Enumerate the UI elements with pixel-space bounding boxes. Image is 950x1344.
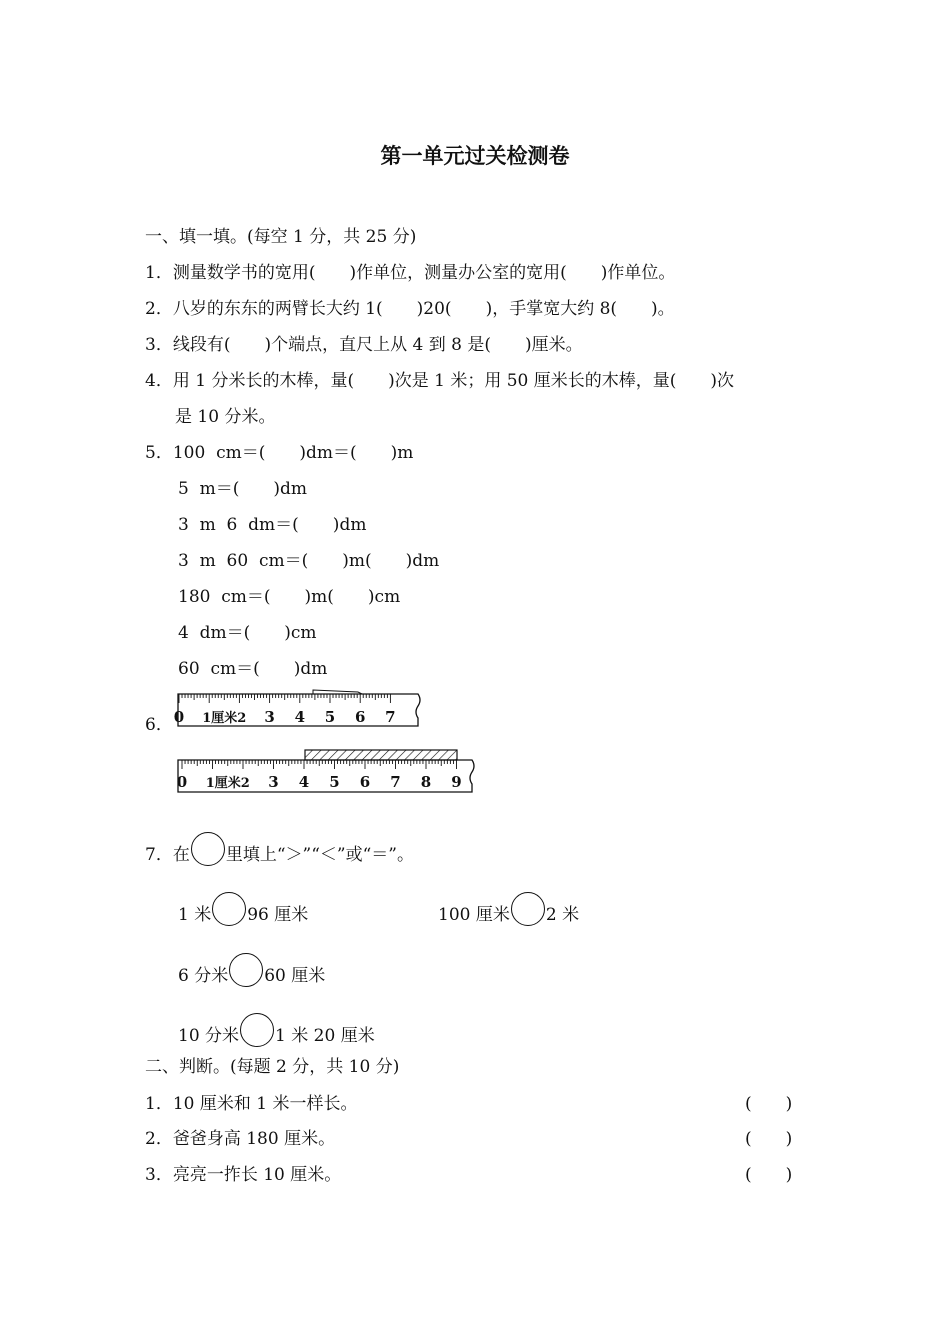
comparison-2-right: 2 米 — [545, 905, 580, 925]
question-7-line — [145, 832, 414, 866]
ruler-1-label: 1厘米2 — [202, 711, 247, 726]
question-3: 3．线段有( )个端点，直尺上从 4 到 8 是( )厘米。 — [145, 335, 583, 355]
judgement-1-blank[interactable]: ( ) — [745, 1094, 793, 1114]
comparison-4 — [178, 1013, 375, 1047]
judgement-2-text: 2．爸爸身高 180 厘米。 — [145, 1129, 336, 1149]
question-5-line4: 3 m 60 cm＝( )m( )dm — [178, 551, 440, 571]
ruler-1-label: 7 — [385, 708, 396, 726]
answer-circle-icon[interactable] — [229, 953, 263, 987]
ruler-2-ticks — [182, 760, 457, 769]
judgement-3-text: 3．亮亮一拃长 10 厘米。 — [145, 1165, 342, 1185]
ruler-1-label: 6 — [354, 708, 366, 726]
ruler-2-labels — [177, 773, 462, 791]
question-4-line1: 4．用 1 分米长的木棒，量( )次是 1 米；用 50 厘米长的木棒，量( )次 — [145, 371, 735, 391]
ruler-2-label: 4 — [298, 773, 310, 791]
question-5-line3: 3 m 6 dm＝( )dm — [178, 515, 367, 535]
comparison-4-right: 1 米 20 厘米 — [275, 1026, 375, 1046]
blank-circle-icon — [191, 832, 225, 866]
ruler-1 — [172, 686, 427, 732]
ruler-2 — [172, 746, 482, 796]
answer-circle-icon[interactable] — [212, 892, 246, 926]
comparison-4-left: 10 分米 — [178, 1026, 240, 1046]
comparison-1-right: 96 厘米 — [247, 905, 309, 925]
question-5-line6: 4 dm＝( )cm — [178, 623, 317, 643]
ruler-2-label: 5 — [329, 773, 340, 791]
question-5-line1: 5．100 cm＝( )dm＝( )m — [145, 443, 414, 463]
ruler-1-label: 4 — [294, 708, 306, 726]
comparison-2-left: 100 厘米 — [438, 905, 510, 925]
ruler-2-label: 3 — [268, 773, 279, 791]
ruler-1-ticks — [179, 694, 390, 703]
judgement-3-blank[interactable]: ( ) — [745, 1165, 793, 1185]
question-7-suffix: 里填上“＞”“＜”或“＝”。 — [225, 845, 414, 865]
ruler-1-label: 5 — [324, 708, 336, 726]
judgement-2-blank[interactable]: ( ) — [745, 1129, 793, 1149]
comparison-1-left: 1 米 — [178, 905, 212, 925]
ruler-2-label: 7 — [390, 773, 401, 791]
ruler-1-label: 3 — [264, 708, 275, 726]
ruler-2-label: 9 — [451, 773, 462, 791]
ruler-2-object — [305, 750, 457, 760]
question-4-line2: 是 10 分米。 — [175, 407, 276, 427]
comparison-2 — [438, 892, 579, 926]
ruler-2-label: 0 — [176, 773, 188, 791]
question-1: 1．测量数学书的宽用( )作单位，测量办公室的宽用( )作单位。 — [145, 263, 676, 283]
ruler-1-label: 0 — [173, 708, 185, 726]
comparison-3-right: 60 厘米 — [264, 966, 326, 986]
judgement-1-text: 1．10 厘米和 1 米一样长。 — [145, 1094, 358, 1114]
ruler-2-label: 8 — [420, 773, 432, 791]
page-title: 第一单元过关检测卷 — [380, 143, 570, 168]
ruler-2-label: 6 — [359, 773, 371, 791]
section1-header: 一、填一填。(每空 1 分，共 25 分) — [145, 227, 417, 247]
ruler-1-labels — [174, 708, 396, 726]
ruler-2-label: 1厘米2 — [205, 776, 250, 791]
answer-circle-icon[interactable] — [240, 1013, 274, 1047]
question-7-prefix: 7．在 — [145, 845, 190, 865]
section2-header: 二、判断。(每题 2 分，共 10 分) — [145, 1057, 400, 1077]
comparison-3-left: 6 分米 — [178, 966, 229, 986]
comparison-3 — [178, 953, 325, 987]
answer-circle-icon[interactable] — [511, 892, 545, 926]
question-6-label: 6． — [145, 715, 173, 735]
question-2: 2．八岁的东东的两臂长大约 1( )20( )，手掌宽大约 8( )。 — [145, 299, 675, 319]
comparison-1 — [178, 892, 308, 926]
question-5-line2: 5 m＝( )dm — [178, 479, 308, 499]
question-5-line5: 180 cm＝( )m( )cm — [178, 587, 401, 607]
question-5-line7: 60 cm＝( )dm — [178, 659, 328, 679]
